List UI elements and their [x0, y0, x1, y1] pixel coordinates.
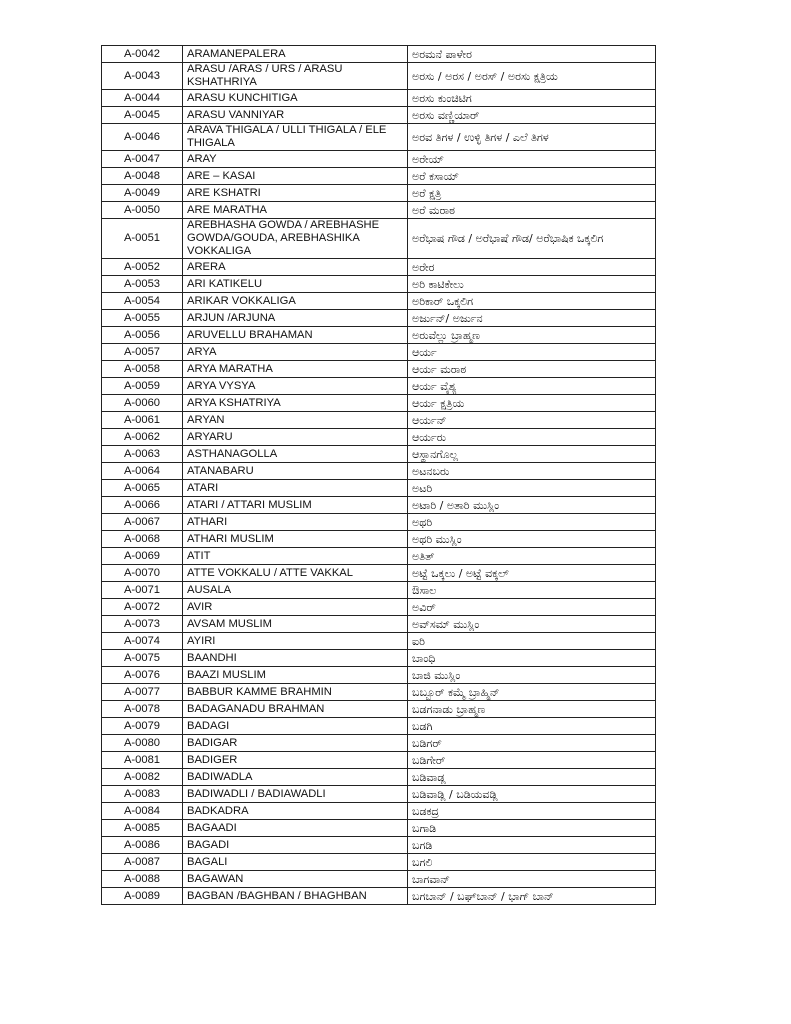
table-row — [102, 735, 656, 752]
table-row — [102, 497, 656, 514]
caste-code-cell: A-0086 — [102, 837, 183, 854]
caste-code-cell: A-0087 — [102, 854, 183, 871]
table-row — [102, 565, 656, 582]
table-row — [102, 310, 656, 327]
table-row — [102, 701, 656, 718]
caste-kannada-name-cell: ಬಡಿವಾಡ್ಲ — [408, 769, 656, 786]
caste-kannada-name-cell: ಅರ್ಜುನ್/ ಅರ್ಜುನ — [408, 310, 656, 327]
caste-code-cell: A-0053 — [102, 276, 183, 293]
caste-kannada-name-cell: ಅಟರಿ — [408, 480, 656, 497]
table-row — [102, 412, 656, 429]
caste-code-cell: A-0075 — [102, 650, 183, 667]
table-row — [102, 46, 656, 63]
caste-code-cell: A-0065 — [102, 480, 183, 497]
caste-kannada-name-cell: ಅರಸು / ಅರಸ / ಅರಸ್ / ಅರಸು ಕ್ಷತ್ರಿಯ — [408, 63, 656, 90]
caste-kannada-name-cell: ಬಾಗವಾನ್ — [408, 871, 656, 888]
caste-name-cell: ARASU VANNIYAR — [183, 107, 408, 124]
table-row — [102, 168, 656, 185]
table-row — [102, 463, 656, 480]
caste-name-cell: AVIR — [183, 599, 408, 616]
table-row — [102, 650, 656, 667]
caste-kannada-name-cell: ಬಾಂಧಿ — [408, 650, 656, 667]
table-row — [102, 514, 656, 531]
caste-kannada-name-cell: ಅರವ ತಿಗಳ / ಉಳ್ಳಿ ತಿಗಳ / ಎಲೆ ತಿಗಳ — [408, 124, 656, 151]
caste-kannada-name-cell: ಅಟ್ಟೆ ಒಕ್ಕಲು / ಅಟ್ಟೆ ವಕ್ಕಲ್ — [408, 565, 656, 582]
caste-kannada-name-cell: ಬಡಕದ್ರ — [408, 803, 656, 820]
caste-name-cell: ARASU /ARAS / URS / ARASU KSHATHRIYA — [183, 63, 408, 90]
caste-kannada-name-cell: ಬಗಲಿ — [408, 854, 656, 871]
caste-name-cell: BADIWADLA — [183, 769, 408, 786]
caste-code-cell: A-0046 — [102, 124, 183, 151]
caste-code-cell: A-0043 — [102, 63, 183, 90]
caste-name-cell: AYIRI — [183, 633, 408, 650]
caste-code-cell: A-0085 — [102, 820, 183, 837]
table-row — [102, 786, 656, 803]
caste-kannada-name-cell: ಬಡಿಗರ್ — [408, 735, 656, 752]
caste-name-cell: ARE – KASAI — [183, 168, 408, 185]
caste-code-cell: A-0083 — [102, 786, 183, 803]
table-row — [102, 548, 656, 565]
caste-kannada-name-cell: ಅರಮನೆ ಪಾಳೇರ — [408, 46, 656, 63]
caste-code-cell: A-0068 — [102, 531, 183, 548]
table-row — [102, 667, 656, 684]
caste-kannada-name-cell: ಅರೆಭಾಷ ಗೌಡ / ಅರೆಭಾಷೆ ಗೌಡ/ ಅರೆಭಾಷಿಕ ಒಕ್ಕಲಿಗ — [408, 219, 656, 259]
caste-code-cell: A-0074 — [102, 633, 183, 650]
table-row — [102, 107, 656, 124]
caste-table-body — [102, 46, 656, 905]
caste-kannada-name-cell: ಬಡಿವಾಡ್ಲಿ / ಬಡಿಯವಡ್ಲಿ — [408, 786, 656, 803]
caste-kannada-name-cell: ಬಗಾಡಿ — [408, 820, 656, 837]
caste-code-cell: A-0054 — [102, 293, 183, 310]
caste-name-cell: ARE MARATHA — [183, 202, 408, 219]
caste-name-cell: ASTHANAGOLLA — [183, 446, 408, 463]
caste-code-cell: A-0077 — [102, 684, 183, 701]
caste-name-cell: ARAMANEPALERA — [183, 46, 408, 63]
table-row — [102, 599, 656, 616]
caste-kannada-name-cell: ಬಡಗಿ — [408, 718, 656, 735]
caste-name-cell: ARIKAR VOKKALIGA — [183, 293, 408, 310]
caste-name-cell: ARYARU — [183, 429, 408, 446]
caste-kannada-name-cell: ಆರ್ಯನ್ — [408, 412, 656, 429]
caste-code-cell: A-0060 — [102, 395, 183, 412]
table-row — [102, 803, 656, 820]
table-row — [102, 582, 656, 599]
caste-name-cell: AREBHASHA GOWDA / AREBHASHE GOWDA/GOUDA, AREBHASHIKA VOKKALIGA — [183, 219, 408, 259]
caste-kannada-name-cell: ಬಗಡಿ — [408, 837, 656, 854]
caste-name-cell: BADKADRA — [183, 803, 408, 820]
caste-name-cell: BADAGI — [183, 718, 408, 735]
caste-name-cell: BAGBAN /BAGHBAN / BHAGHBAN — [183, 888, 408, 905]
caste-code-cell: A-0059 — [102, 378, 183, 395]
caste-kannada-name-cell: ಅರಸು ವಣ್ಣಿಯಾರ್ — [408, 107, 656, 124]
caste-name-cell: ARYA VYSYA — [183, 378, 408, 395]
caste-code-cell: A-0050 — [102, 202, 183, 219]
caste-name-cell: ARJUN /ARJUNA — [183, 310, 408, 327]
table-row — [102, 769, 656, 786]
table-row — [102, 327, 656, 344]
caste-code-cell: A-0078 — [102, 701, 183, 718]
caste-code-table — [101, 45, 656, 905]
table-row — [102, 90, 656, 107]
caste-kannada-name-cell: ಅಥರಿ — [408, 514, 656, 531]
caste-name-cell: ARYA MARATHA — [183, 361, 408, 378]
table-row — [102, 616, 656, 633]
caste-name-cell: ATTE VOKKALU / ATTE VAKKAL — [183, 565, 408, 582]
caste-code-cell: A-0061 — [102, 412, 183, 429]
table-row — [102, 429, 656, 446]
caste-name-cell: ATIT — [183, 548, 408, 565]
caste-name-cell: BAGAWAN — [183, 871, 408, 888]
caste-code-cell: A-0047 — [102, 151, 183, 168]
caste-kannada-name-cell: ಆರ್ಯ ವೈಶ್ಯ — [408, 378, 656, 395]
caste-kannada-name-cell: ಅವ್‌ಸಮ್ ಮುಸ್ಲಿಂ — [408, 616, 656, 633]
table-row — [102, 202, 656, 219]
caste-name-cell: BADIGER — [183, 752, 408, 769]
caste-code-cell: A-0081 — [102, 752, 183, 769]
table-row — [102, 259, 656, 276]
caste-kannada-name-cell: ಅರುವೆಲ್ಲು ಬ್ರಾಹ್ಮಣ — [408, 327, 656, 344]
caste-name-cell: ATHARI MUSLIM — [183, 531, 408, 548]
caste-kannada-name-cell: ಬಡಗನಾಡು ಬ್ರಾಹ್ಮಣ — [408, 701, 656, 718]
caste-code-cell: A-0066 — [102, 497, 183, 514]
caste-kannada-name-cell: ಅಟನಬರು — [408, 463, 656, 480]
caste-name-cell: BADIGAR — [183, 735, 408, 752]
caste-code-cell: A-0044 — [102, 90, 183, 107]
caste-name-cell: BAGADI — [183, 837, 408, 854]
caste-name-cell: BAGAADI — [183, 820, 408, 837]
caste-code-cell: A-0067 — [102, 514, 183, 531]
caste-code-cell: A-0084 — [102, 803, 183, 820]
caste-code-cell: A-0057 — [102, 344, 183, 361]
caste-kannada-name-cell: ಅರಿ ಕಾಟಿಕೇಲು — [408, 276, 656, 293]
caste-kannada-name-cell: ಆರ್ಯ ಕ್ಷತ್ರಿಯ — [408, 395, 656, 412]
caste-name-cell: AVSAM MUSLIM — [183, 616, 408, 633]
table-row — [102, 276, 656, 293]
caste-code-cell: A-0052 — [102, 259, 183, 276]
caste-name-cell: BAAZI MUSLIM — [183, 667, 408, 684]
caste-name-cell: ATHARI — [183, 514, 408, 531]
caste-code-cell: A-0080 — [102, 735, 183, 752]
caste-code-cell: A-0073 — [102, 616, 183, 633]
caste-code-cell: A-0088 — [102, 871, 183, 888]
table-row — [102, 718, 656, 735]
caste-code-cell: A-0063 — [102, 446, 183, 463]
caste-kannada-name-cell: ಬಾಜಿ ಮುಸ್ಲಿಂ — [408, 667, 656, 684]
caste-name-cell: ARYAN — [183, 412, 408, 429]
table-row — [102, 124, 656, 151]
caste-name-cell: BAGALI — [183, 854, 408, 871]
table-row — [102, 531, 656, 548]
table-row — [102, 344, 656, 361]
caste-code-cell: A-0070 — [102, 565, 183, 582]
caste-kannada-name-cell: ಅತಿತ್ — [408, 548, 656, 565]
table-row — [102, 446, 656, 463]
caste-code-cell: A-0056 — [102, 327, 183, 344]
table-row — [102, 395, 656, 412]
table-row — [102, 752, 656, 769]
caste-kannada-name-cell: ಅರೇಯ್ — [408, 151, 656, 168]
caste-code-cell: A-0069 — [102, 548, 183, 565]
caste-name-cell: ARYA — [183, 344, 408, 361]
table-row — [102, 480, 656, 497]
caste-name-cell: ARASU KUNCHITIGA — [183, 90, 408, 107]
caste-kannada-name-cell: ಅರೆ ಕ್ಷತ್ರಿ — [408, 185, 656, 202]
caste-kannada-name-cell: ಅವಿರ್ — [408, 599, 656, 616]
caste-name-cell: ARYA KSHATRIYA — [183, 395, 408, 412]
caste-kannada-name-cell: ಆರ್ಯರು — [408, 429, 656, 446]
caste-code-cell: A-0079 — [102, 718, 183, 735]
table-row — [102, 684, 656, 701]
caste-kannada-name-cell: ಔಸಾಲ — [408, 582, 656, 599]
caste-kannada-name-cell: ಅಥರಿ ಮುಸ್ಲಿಂ — [408, 531, 656, 548]
table-row — [102, 837, 656, 854]
caste-code-cell: A-0051 — [102, 219, 183, 259]
caste-code-cell: A-0071 — [102, 582, 183, 599]
caste-code-cell: A-0042 — [102, 46, 183, 63]
caste-name-cell: ATARI / ATTARI MUSLIM — [183, 497, 408, 514]
caste-kannada-name-cell: ಅರಿಕಾರ್ ಒಕ್ಕಲಿಗ — [408, 293, 656, 310]
table-row — [102, 361, 656, 378]
table-row — [102, 293, 656, 310]
caste-name-cell: BADIWADLI / BADIAWADLI — [183, 786, 408, 803]
caste-kannada-name-cell: ಬಬ್ಬೂರ್ ಕಮ್ಮೆ ಬ್ರಾಹ್ಮಿನ್ — [408, 684, 656, 701]
caste-code-cell: A-0055 — [102, 310, 183, 327]
table-row — [102, 820, 656, 837]
caste-name-cell: ARUVELLU BRAHAMAN — [183, 327, 408, 344]
caste-code-cell: A-0049 — [102, 185, 183, 202]
caste-name-cell: AUSALA — [183, 582, 408, 599]
caste-code-cell: A-0062 — [102, 429, 183, 446]
table-row — [102, 633, 656, 650]
caste-code-cell: A-0072 — [102, 599, 183, 616]
caste-kannada-name-cell: ಆರ್ಯ — [408, 344, 656, 361]
table-row — [102, 185, 656, 202]
caste-kannada-name-cell: ಬಗಬಾನ್ / ಬಘ್‌ಬಾನ್ / ಭಾಗ್ ಬಾನ್ — [408, 888, 656, 905]
caste-code-cell: A-0089 — [102, 888, 183, 905]
caste-code-cell: A-0082 — [102, 769, 183, 786]
caste-name-cell: ARAVA THIGALA / ULLI THIGALA / ELE THIGALA — [183, 124, 408, 151]
table-row — [102, 854, 656, 871]
table-row — [102, 871, 656, 888]
caste-name-cell: ARAY — [183, 151, 408, 168]
caste-code-cell: A-0064 — [102, 463, 183, 480]
caste-name-cell: ATANABARU — [183, 463, 408, 480]
caste-kannada-name-cell: ಅರೇರ — [408, 259, 656, 276]
table-row — [102, 219, 656, 259]
caste-kannada-name-cell: ಬಡಿಗೇರ್ — [408, 752, 656, 769]
caste-code-cell: A-0048 — [102, 168, 183, 185]
caste-code-cell: A-0076 — [102, 667, 183, 684]
caste-name-cell: ARERA — [183, 259, 408, 276]
caste-name-cell: ARI KATIKELU — [183, 276, 408, 293]
caste-kannada-name-cell: ಆಸ್ಥಾನಗೊಲ್ಲ — [408, 446, 656, 463]
caste-name-cell: ATARI — [183, 480, 408, 497]
caste-kannada-name-cell: ಅರೆ ಕಸಾಯ್ — [408, 168, 656, 185]
caste-name-cell: BABBUR KAMME BRAHMIN — [183, 684, 408, 701]
caste-kannada-name-cell: ಆರ್ಯ ಮರಾಠ — [408, 361, 656, 378]
table-row — [102, 151, 656, 168]
caste-name-cell: BAANDHI — [183, 650, 408, 667]
caste-kannada-name-cell: ಅರಸು ಕುಂಚಿಟಿಗ — [408, 90, 656, 107]
caste-kannada-name-cell: ಐರಿ — [408, 633, 656, 650]
table-row — [102, 888, 656, 905]
caste-kannada-name-cell: ಅಟಾರಿ / ಅತಾರಿ ಮುಸ್ಲಿಂ — [408, 497, 656, 514]
caste-name-cell: ARE KSHATRI — [183, 185, 408, 202]
caste-kannada-name-cell: ಅರೆ ಮರಾಠ — [408, 202, 656, 219]
caste-name-cell: BADAGANADU BRAHMAN — [183, 701, 408, 718]
caste-code-cell: A-0058 — [102, 361, 183, 378]
caste-code-cell: A-0045 — [102, 107, 183, 124]
table-row — [102, 63, 656, 90]
table-row — [102, 378, 656, 395]
